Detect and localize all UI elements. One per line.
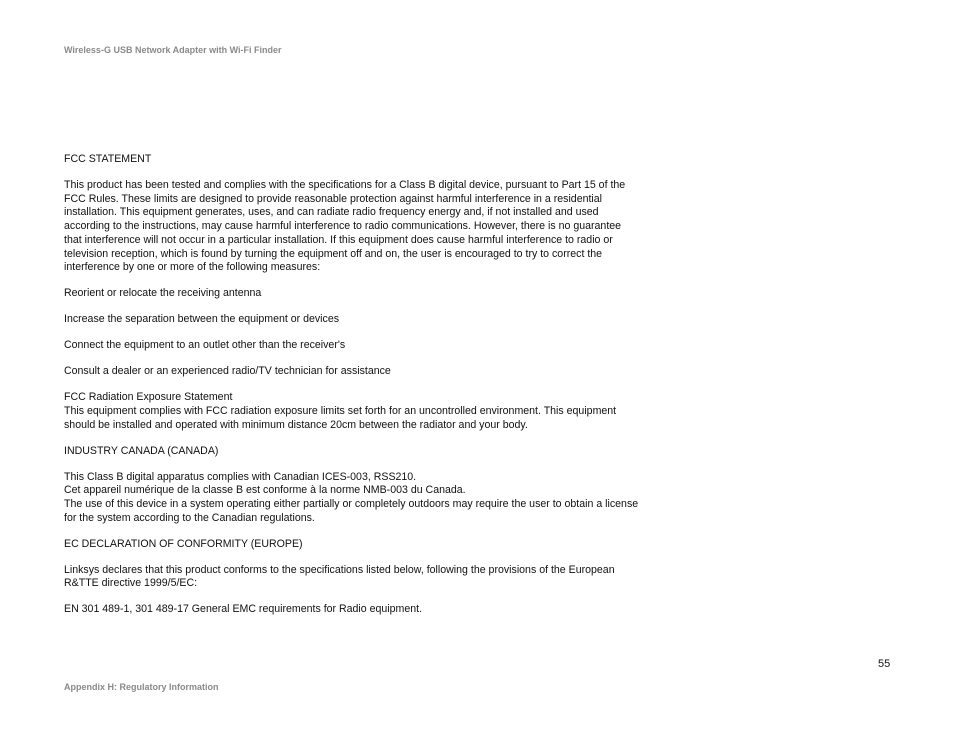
section-industry-canada-heading [64, 445, 634, 459]
measure-outlet [64, 339, 634, 353]
text-line: that interference will not occur in a particular installation. If this equipment does cause harmful interference to radio or [64, 233, 613, 246]
section-fcc-statement [64, 179, 634, 275]
text-line: Increase the separation between the equipment or devices [64, 313, 340, 326]
document-footer: Appendix H: Regulatory Information [64, 682, 219, 692]
section-ec-declaration-heading [64, 538, 634, 552]
text-line: EN 301 489-1, 301 489-17 General EMC requirements for Radio equipment. [64, 603, 423, 616]
section-fcc-heading [64, 153, 634, 167]
text-line: INDUSTRY CANADA (CANADA) [64, 444, 219, 457]
document-body [64, 153, 639, 629]
page-number: 55 [878, 658, 891, 670]
text-line: according to the instructions, may cause harmful interference to radio communications. However, there is no guarantee [64, 220, 622, 233]
text-line: for the system according to the Canadian regulations. [64, 511, 315, 524]
text-line: This product has been tested and complies with the specifications for a Class B digital device, pursuant to Part 15 of the [64, 179, 626, 191]
text-line: EC DECLARATION OF CONFORMITY (EUROPE) [64, 537, 303, 550]
text-line: Reorient or relocate the receiving antenna [64, 287, 262, 300]
text-line: television reception, which is found by turning the equipment off and on, the user is encouraged to try to correct the [64, 247, 603, 260]
section-industry-canada [64, 470, 639, 526]
section-emc-requirements [64, 603, 634, 617]
document-header: Wireless-G USB Network Adapter with Wi-Fi Finder [64, 45, 282, 55]
text-line: The use of this device in a system operating either partially or completely outdoors may require the user to obtain a license [64, 498, 639, 511]
text-line: FCC Radiation Exposure Statement [64, 391, 233, 404]
measure-separation [64, 313, 634, 327]
text-line: This Class B digital apparatus complies with Canadian ICES-003, RSS210. [64, 470, 417, 483]
measure-reorient [64, 287, 634, 301]
text-line: FCC Rules. These limits are designed to provide reasonable protection against harmful interference in a residential [64, 192, 603, 205]
section-radiation-exposure [64, 391, 634, 432]
measure-consult [64, 365, 634, 379]
text-line: This equipment complies with FCC radiation exposure limits set forth for an uncontrolled environment. This equipment [64, 404, 617, 417]
text-line: should be installed and operated with minimum distance 20cm between the radiator and your body. [64, 418, 528, 431]
text-line: FCC STATEMENT [64, 153, 152, 165]
text-line: installation. This equipment generates, uses, and can radiate radio frequency energy and, if not installed and used [64, 206, 599, 219]
text-line: interference by one or more of the following measures: [64, 261, 321, 274]
text-line: Connect the equipment to an outlet other than the receiver's [64, 339, 346, 352]
text-line: Consult a dealer or an experienced radio/TV technician for assistance [64, 365, 391, 378]
section-ec-declaration [64, 564, 634, 591]
text-line: R&TTE directive 1999/5/EC: [64, 577, 198, 590]
text-line: Linksys declares that this product conforms to the specifications listed below, following the provisions of the European [64, 563, 615, 576]
text-line: Cet appareil numérique de la classe B est conforme à la norme NMB-003 du Canada. [64, 484, 466, 497]
